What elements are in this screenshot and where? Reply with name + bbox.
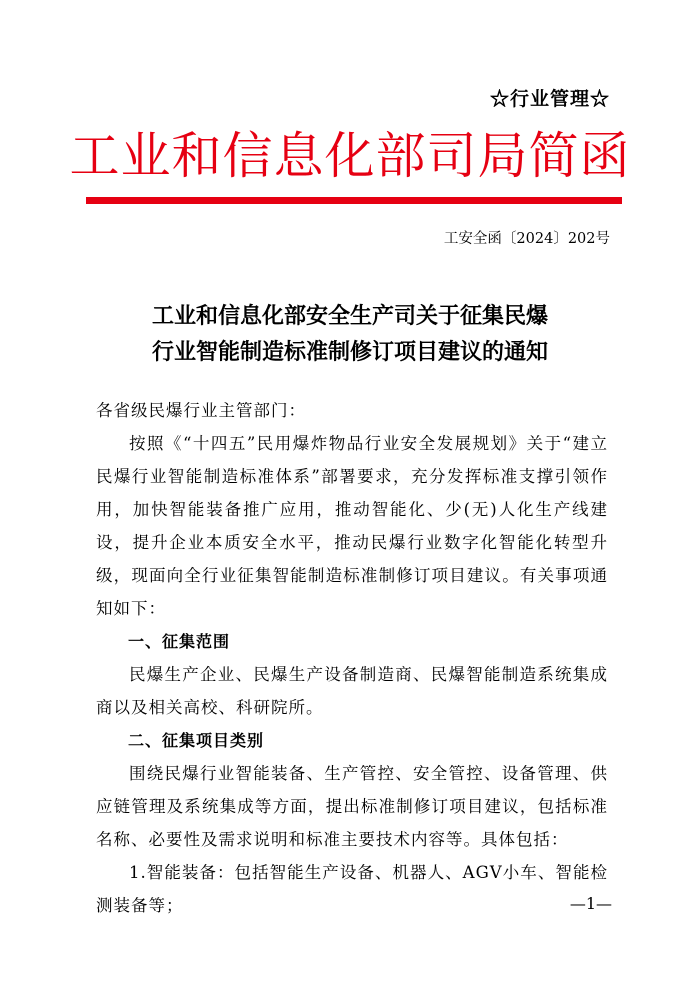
document-number: 工安全函〔2024〕202号	[443, 231, 610, 247]
notice-title-line-2: 行业智能制造标准制修订项目建议的通知	[151, 339, 548, 365]
notice-body	[96, 394, 608, 922]
intro-paragraph: 按照《“十四五”民用爆炸物品行业安全发展规划》关于“建立民爆行业智能制造标准体系”部署要求，充分发挥标准支撑引领作用，加快智能装备推广应用，推动智能化、少(无)人化生产线建设，提升企业本质安全水平，推动民爆行业数字化智能化转型升级，现面向全行业征集智能制造标准制修订项目建议。有关事项通知如下：	[96, 434, 608, 618]
section-1-paragraph: 民爆生产企业、民爆生产设备制造商、民爆智能制造系统集成商以及相关高校、科研院所。	[96, 665, 608, 717]
salutation: 各省级民爆行业主管部门：	[96, 401, 306, 420]
masthead-title: 工业和信息化部司局简函	[69, 127, 631, 185]
list-item-1: 1.智能装备：包括智能生产设备、机器人、AGV小车、智能检测装备等；	[96, 863, 608, 915]
section-2-paragraph: 围绕民爆行业智能装备、生产管控、安全管控、设备管理、供应链管理及系统集成等方面，提出标准制修订项目建议，包括标准名称、必要性及需求说明和标准主要技术内容等。具体包括：	[96, 764, 608, 849]
notice-title-line-1: 工业和信息化部安全生产司关于征集民爆	[151, 303, 548, 329]
notice-title	[0, 298, 700, 370]
red-divider	[86, 197, 622, 204]
page-number: —1—	[569, 894, 612, 913]
section-2-heading: 二、征集项目类别	[128, 731, 265, 750]
category-label: ☆行业管理☆	[489, 88, 610, 110]
section-1-heading: 一、征集范围	[128, 632, 231, 651]
